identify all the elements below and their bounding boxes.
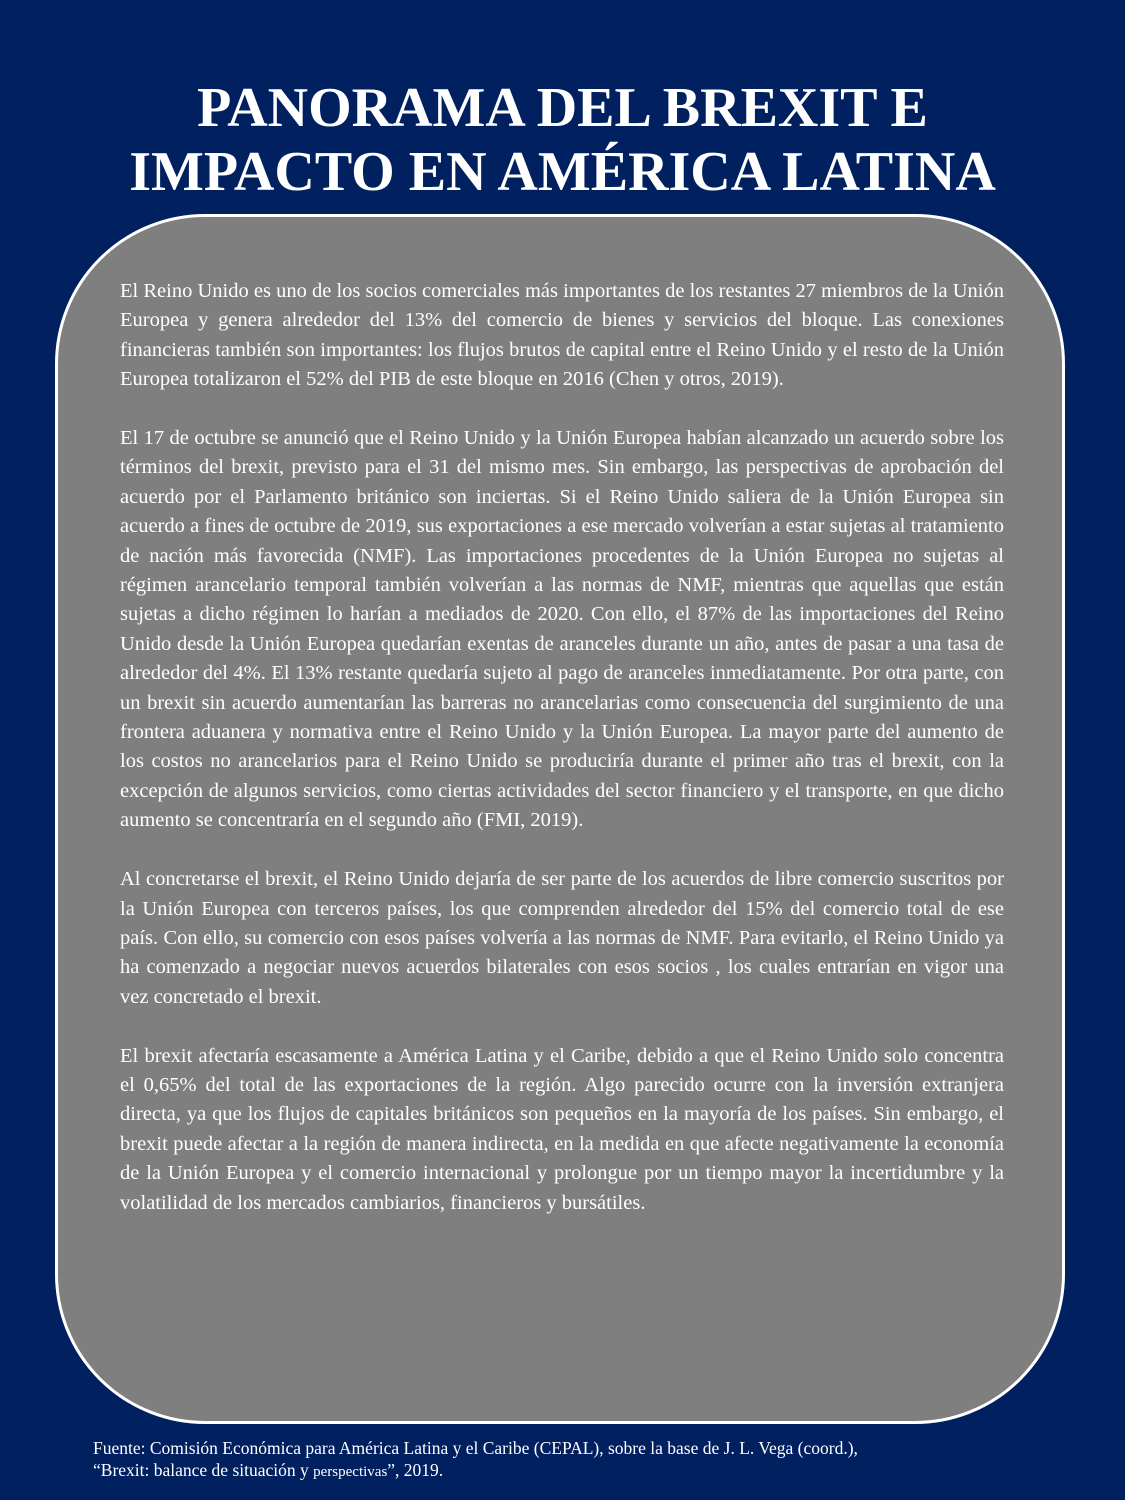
- body-text: [120, 277, 1004, 1247]
- paragraph-2: El 17 de octubre se anunció que el Reino Unido y la Unión Europea habían alcanzado un acuerdo sobre los términos del brexit, previsto para el 31 del mismo mes. Sin embargo, las perspectivas de aprobación del acuerdo por el Parlamento británico son inciertas. Si el Reino Unido saliera de la Unión Europea sin acuerdo a fines de octubre de 2019, sus exportaciones a ese mercado volverían a estar sujetas al tratamiento de nación más favorecida (NMF). Las importaciones procedentes de la Unión Europea no sujetas al régimen arancelario temporal también volverían a las normas de NMF, mientras que aquellas que están sujetas a dicho régimen lo harían a mediados de 2020. Con ello, el 87% de las importaciones del Reino Unido desde la Unión Europea quedarían exentas de aranceles durante un año, antes de pasar a una tasa de alrededor del 4%. El 13% restante quedaría sujeto al pago de aranceles inmediatamente. Por otra parte, con un brexit sin acuerdo aumentarían las barreras no arancelarias como consecuencia del surgimiento de una frontera aduanera y normativa entre el Reino Unido y la Unión Europea. La mayor parte del aumento de los costos no arancelarios para el Reino Unido se produciría durante el primer año tras el brexit, con la excepción de algunos servicios, como ciertas actividades del sector financiero y el transporte, en que dicho aumento se concentraría en el segundo año (FMI, 2019).: [120, 427, 1004, 832]
- page-title-line-1: PANORAMA DEL BREXIT E: [197, 77, 928, 139]
- source-line-2-main: “Brexit: balance de situación y: [93, 1460, 314, 1480]
- source-line-2: [93, 1459, 1093, 1483]
- source-note: [93, 1437, 1093, 1483]
- page-title: [0, 76, 1125, 204]
- source-line-1: Fuente: Comisión Económica para América Latina y el Caribe (CEPAL), sobre la base de J. L. Vega (coord.),: [93, 1438, 858, 1458]
- page-title-line-2: IMPACTO EN AMÉRICA LATINA: [129, 141, 996, 203]
- paragraph-3: Al concretarse el brexit, el Reino Unido dejaría de ser parte de los acuerdos de libre comercio suscritos por la Unión Europea con terceros países, los que comprenden alrededor del 15% del comercio total de ese país. Con ello, su comercio con esos países volvería a las normas de NMF. Para evitarlo, el Reino Unido ya ha comenzado a negociar nuevos acuerdos bilaterales con esos socios , los cuales entrarían en vigor una vez concretado el brexit.: [120, 868, 1004, 1008]
- paragraph-4: El brexit afectaría escasamente a América Latina y el Caribe, debido a que el Reino Unido solo concentra el 0,65% del total de las exportaciones de la región. Algo parecido ocurre con la inversión extranjera directa, ya que los flujos de capitales británicos son pequeños en la mayoría de los países. Sin embargo, el brexit puede afectar a la región de manera indirecta, en la medida en que afecte negativamente la economía de la Unión Europea y el comercio internacional y prolongue por un tiempo mayor la incertidumbre y la volatilidad de los mercados cambiarios, financieros y bursátiles.: [120, 1044, 1004, 1214]
- source-line-2-end: ”, 2019.: [387, 1460, 444, 1480]
- paragraph-1: El Reino Unido es uno de los socios comerciales más importantes de los restantes 27 miembros de la Unión Europea y genera alrededor del 13% del comercio de bienes y servicios del bloque. Las conexiones financieras también son importantes: los flujos brutos de capital entre el Reino Unido y el resto de la Unión Europea totalizaron el 52% del PIB de este bloque en 2016 (Chen y otros, 2019).: [120, 280, 1004, 391]
- source-line-2-small: perspectivas: [313, 1464, 388, 1480]
